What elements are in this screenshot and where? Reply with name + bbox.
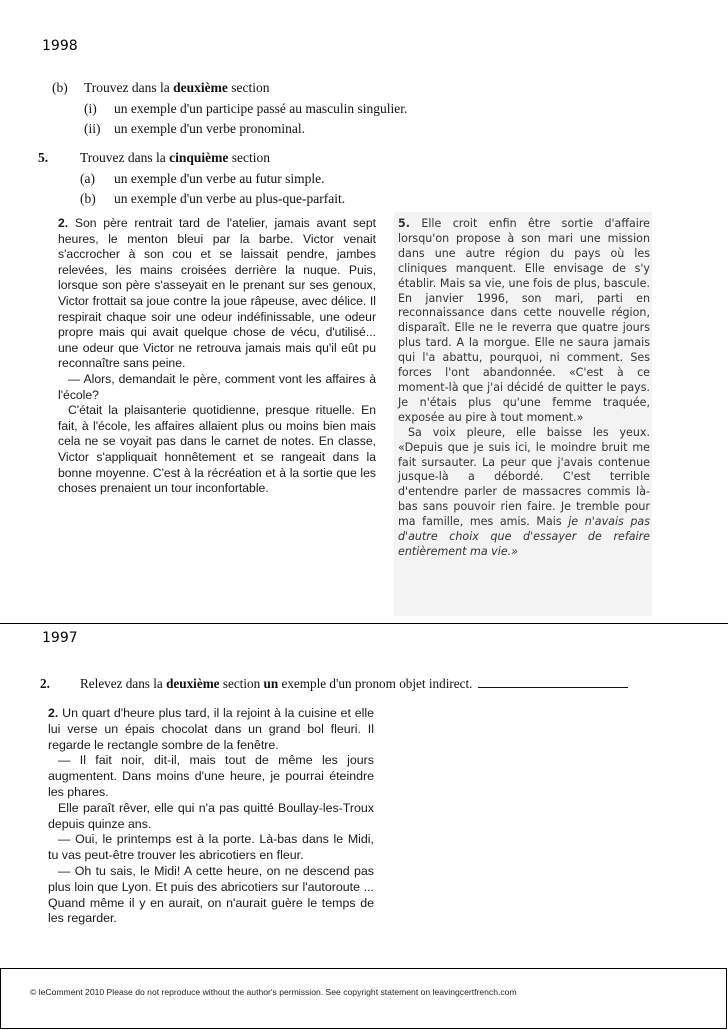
year-label-1998: 1998	[42, 38, 78, 54]
question-4b-ii: (ii) un exemple d'un verbe pronominal.	[84, 121, 306, 136]
section-divider	[0, 623, 728, 624]
question-5: 5. Trouvez dans la cinquième section	[38, 150, 270, 165]
question-5b: (b) un exemple d'un verbe au plus-que-parfait.	[80, 191, 346, 206]
passage-1998-section-2: 2. Son père rentrait tard de l'atelier, jamais avant sept heures, le menton bleui par la barbe. Victor venait s'accrocher à son cou et se laissait pendre, jambes relevées, les mains croisées derrière la nuque. Puis, lorsque son père s'asseyait en le prenant sur ses genoux, Victor frottait sa joue contre la joue râpeuse, avec délice. Il respirait chaque soir une odeur indéfinissable, une odeur propre mais qui avait quelque chose de vécu, d'utilisé... une odeur que Victor ne retrouva jamais mais qu'il eût pu reconnaître sans peine. — Alors, demandait le père, comment vont les affaires à l'école? C'était la plaisanterie quotidienne, presque rituelle. En fait, à l'école, les affaires allaient plus ou moins bien mais cela ne se voyait pas dans le carnet de notes. En classe, Victor s'appliquait honnêtement et se rangeait dans la bonne moyenne. C'est à la récréation et à la sortie que les choses prenaient un tour inconfortable.	[58, 216, 376, 496]
question-marker: (b)	[52, 80, 68, 95]
question-4b: (b) Trouvez dans la deuxième section	[52, 80, 270, 95]
question-4b-i: (i) un exemple d'un participe passé au masculin singulier.	[84, 101, 408, 116]
passage-1997-section-2: 2. Un quart d'heure plus tard, il la rejoint à la cuisine et elle lui verse un épais chocolat dans un grand bol fleuri. Il regarde le rectangle sombre de la fenêtre. — Il fait noir, dit-il, mais tout de même les jours augmentent. Dans moins d'une heure, je pourrai éteindre les phares. Elle paraît rêver, elle qui n'a pas quitté Boullay-les-Troux depuis quinze ans. — Oui, le printemps est à la porte. Là-bas dans le Midi, tu vas peut-être trouver les abricotiers en fleur. — Oh tu sais, le Midi! A cette heure, on ne descend pas plus loin que Lyon. Et puis des abricotiers sur l'autoroute ... Quand même il y en aurait, on n'aurait guère le temps de les regarder.	[48, 706, 374, 926]
passage-1998-section-5: 5. Elle croit enfin être sortie d'affaire lorsqu'on propose à son mari une mission dans une autre région du pays où les cliniques manquent. Elle envisage de s'y établir. Mais sa vie, une fois de plus, bascule. En janvier 1996, son mari, parti en reconnaissance dans cette nouvelle région, disparaît. Elle ne le reverra que quatre jours plus tard. A la morgue. Elle ne saura jamais qui l'a abattu, pourquoi, ni comment. Ses forces l'ont abandonnée. «C'est à ce moment-là que j'ai décidé de quitter le pays. Je n'étais plus qu'une femme traquée, exposée au pire à tout moment.» Sa voix pleure, elle baisse les yeux. «Depuis que je suis ici, le moindre bruit me fait sursauter. La peur que j'avais contenue jusque-là a débordé. C'est terrible d'entendre parler de massacres commis là-bas sans pouvoir rien faire. Je tremble pour ma famille, mes amis. Mais je n'avais pas d'autre choix que d'essayer de refaire entièrement ma vie.»	[398, 217, 650, 558]
year-label-1997: 1997	[42, 630, 78, 646]
question-2-1997: 2. Relevez dans la deuxième section un exemple d'un pronom objet indirect.	[40, 676, 628, 692]
question-5a: (a) un exemple d'un verbe au futur simple.	[80, 171, 325, 186]
copyright-footer: © leComment 2010 Please do not reproduce without the author's permission. See copyright statement on leavingcertfrench.com	[30, 987, 517, 997]
footer-box	[0, 968, 727, 1029]
answer-blank[interactable]	[478, 677, 628, 688]
